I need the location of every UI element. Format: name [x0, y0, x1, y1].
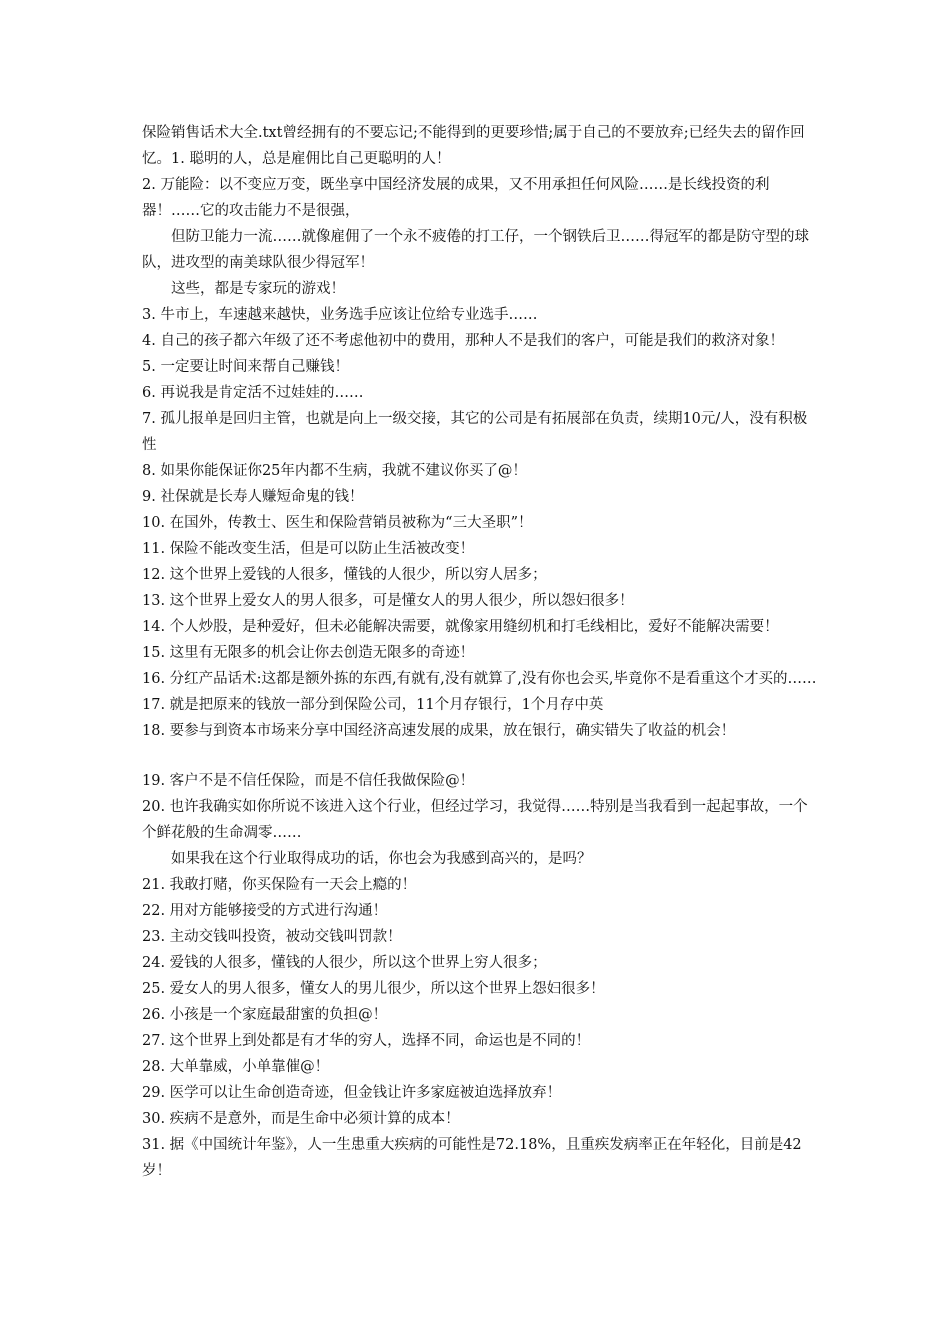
paragraph: 6. 再说我是肯定活不过娃娃的…… [142, 385, 364, 401]
paragraph: 保险销售话术大全.txt曾经拥有的不要忘记;不能得到的更要珍惜;属于自己的不要放弃;已经失去的留作回忆。1. 聪明的人，总是雇佣比自己更聪明的人！ [142, 125, 805, 167]
paragraph: 21. 我敢打赌，你买保险有一天会上瘾的！ [142, 877, 417, 893]
paragraph: 23. 主动交钱叫投资，被动交钱叫罚款！ [142, 929, 402, 945]
paragraph: 18. 要参与到资本市场来分享中国经济高速发展的成果，放在银行，确实错失了收益的机会！ [142, 723, 736, 739]
paragraph: 17. 就是把原来的钱放一部分到保险公司，11个月存银行，1个月存中英 [142, 697, 604, 713]
paragraph: 14. 个人炒股，是种爱好，但未必能解决需要，就像家用缝纫机和打毛线相比，爱好不能解决需要！ [142, 619, 779, 635]
paragraph: 8. 如果你能保证你25年内都不生病，我就不建议你买了@！ [142, 463, 527, 479]
paragraph: 24. 爱钱的人很多，懂钱的人很少，所以这个世界上穷人很多； [142, 955, 547, 971]
paragraph: 但防卫能力一流……就像雇佣了一个永不疲倦的打工仔，一个钢铁后卫……得冠军的都是防守型的球队，进攻型的南美球队很少得冠军！ [142, 229, 809, 271]
paragraph: 4. 自己的孩子都六年级了还不考虑他初中的费用，那种人不是我们的客户，可能是我们的救济对象！ [142, 333, 784, 349]
paragraph: 28. 大单靠威，小单靠催@！ [142, 1059, 330, 1075]
paragraph: 20. 也许我确实如你所说不该进入这个行业，但经过学习，我觉得……特别是当我看到一起起事故，一个个鲜花般的生命凋零…… [142, 799, 808, 841]
paragraph: 2. 万能险：以不变应万变，既坐享中国经济发展的成果，又不用承担任何风险……是长线投资的利器！……它的攻击能力不是很强， [142, 177, 770, 219]
paragraph: 10. 在国外，传教士、医生和保险营销员被称为“三大圣职”！ [142, 515, 533, 531]
paragraph: 9. 社保就是长寿人赚短命鬼的钱！ [142, 489, 364, 505]
paragraph: 27. 这个世界上到处都是有才华的穷人，选择不同，命运也是不同的！ [142, 1033, 591, 1049]
paragraph: 19. 客户不是不信任保险，而是不信任我做保险@！ [142, 773, 475, 789]
paragraph: 31. 据《中国统计年鉴》，人一生患重大疾病的可能性是72.18%，且重疾发病率正在年轻化，目前是42岁！ [142, 1137, 802, 1179]
paragraph: 26. 小孩是一个家庭最甜蜜的负担@！ [142, 1007, 388, 1023]
paragraph: 25. 爱女人的男人很多，懂女人的男儿很少，所以这个世界上怨妇很多！ [142, 981, 605, 997]
paragraph: 5. 一定要让时间来帮自己赚钱！ [142, 359, 349, 375]
paragraph: 11. 保险不能改变生活，但是可以防止生活被改变！ [142, 541, 475, 557]
paragraph: 30. 疾病不是意外，而是生命中必须计算的成本！ [142, 1111, 460, 1127]
document-body [142, 120, 820, 1184]
paragraph: 13. 这个世界上爱女人的男人很多，可是懂女人的男人很少，所以怨妇很多！ [142, 593, 634, 609]
paragraph: 7. 孤儿报单是回归主管，也就是向上一级交接，其它的公司是有拓展部在负责，续期10元/人，没有积极性 [142, 411, 808, 453]
paragraph: 15. 这里有无限多的机会让你去创造无限多的奇迹！ [142, 645, 475, 661]
paragraph: 这些，都是专家玩的游戏！ [171, 281, 345, 297]
paragraph: 16. 分红产品话术:这都是额外拣的东西,有就有,没有就算了,没有你也会买,毕竟你不是看重这个才买的…… [142, 671, 817, 687]
paragraph: 如果我在这个行业取得成功的话，你也会为我感到高兴的，是吗？ [171, 851, 592, 867]
paragraph: 22. 用对方能够接受的方式进行沟通！ [142, 903, 388, 919]
paragraph: 3. 牛市上，车速越来越快，业务选手应该让位给专业选手…… [142, 307, 538, 323]
paragraph: 12. 这个世界上爱钱的人很多，懂钱的人很少，所以穷人居多； [142, 567, 547, 583]
paragraph: 29. 医学可以让生命创造奇迹，但金钱让许多家庭被迫选择放弃！ [142, 1085, 562, 1101]
